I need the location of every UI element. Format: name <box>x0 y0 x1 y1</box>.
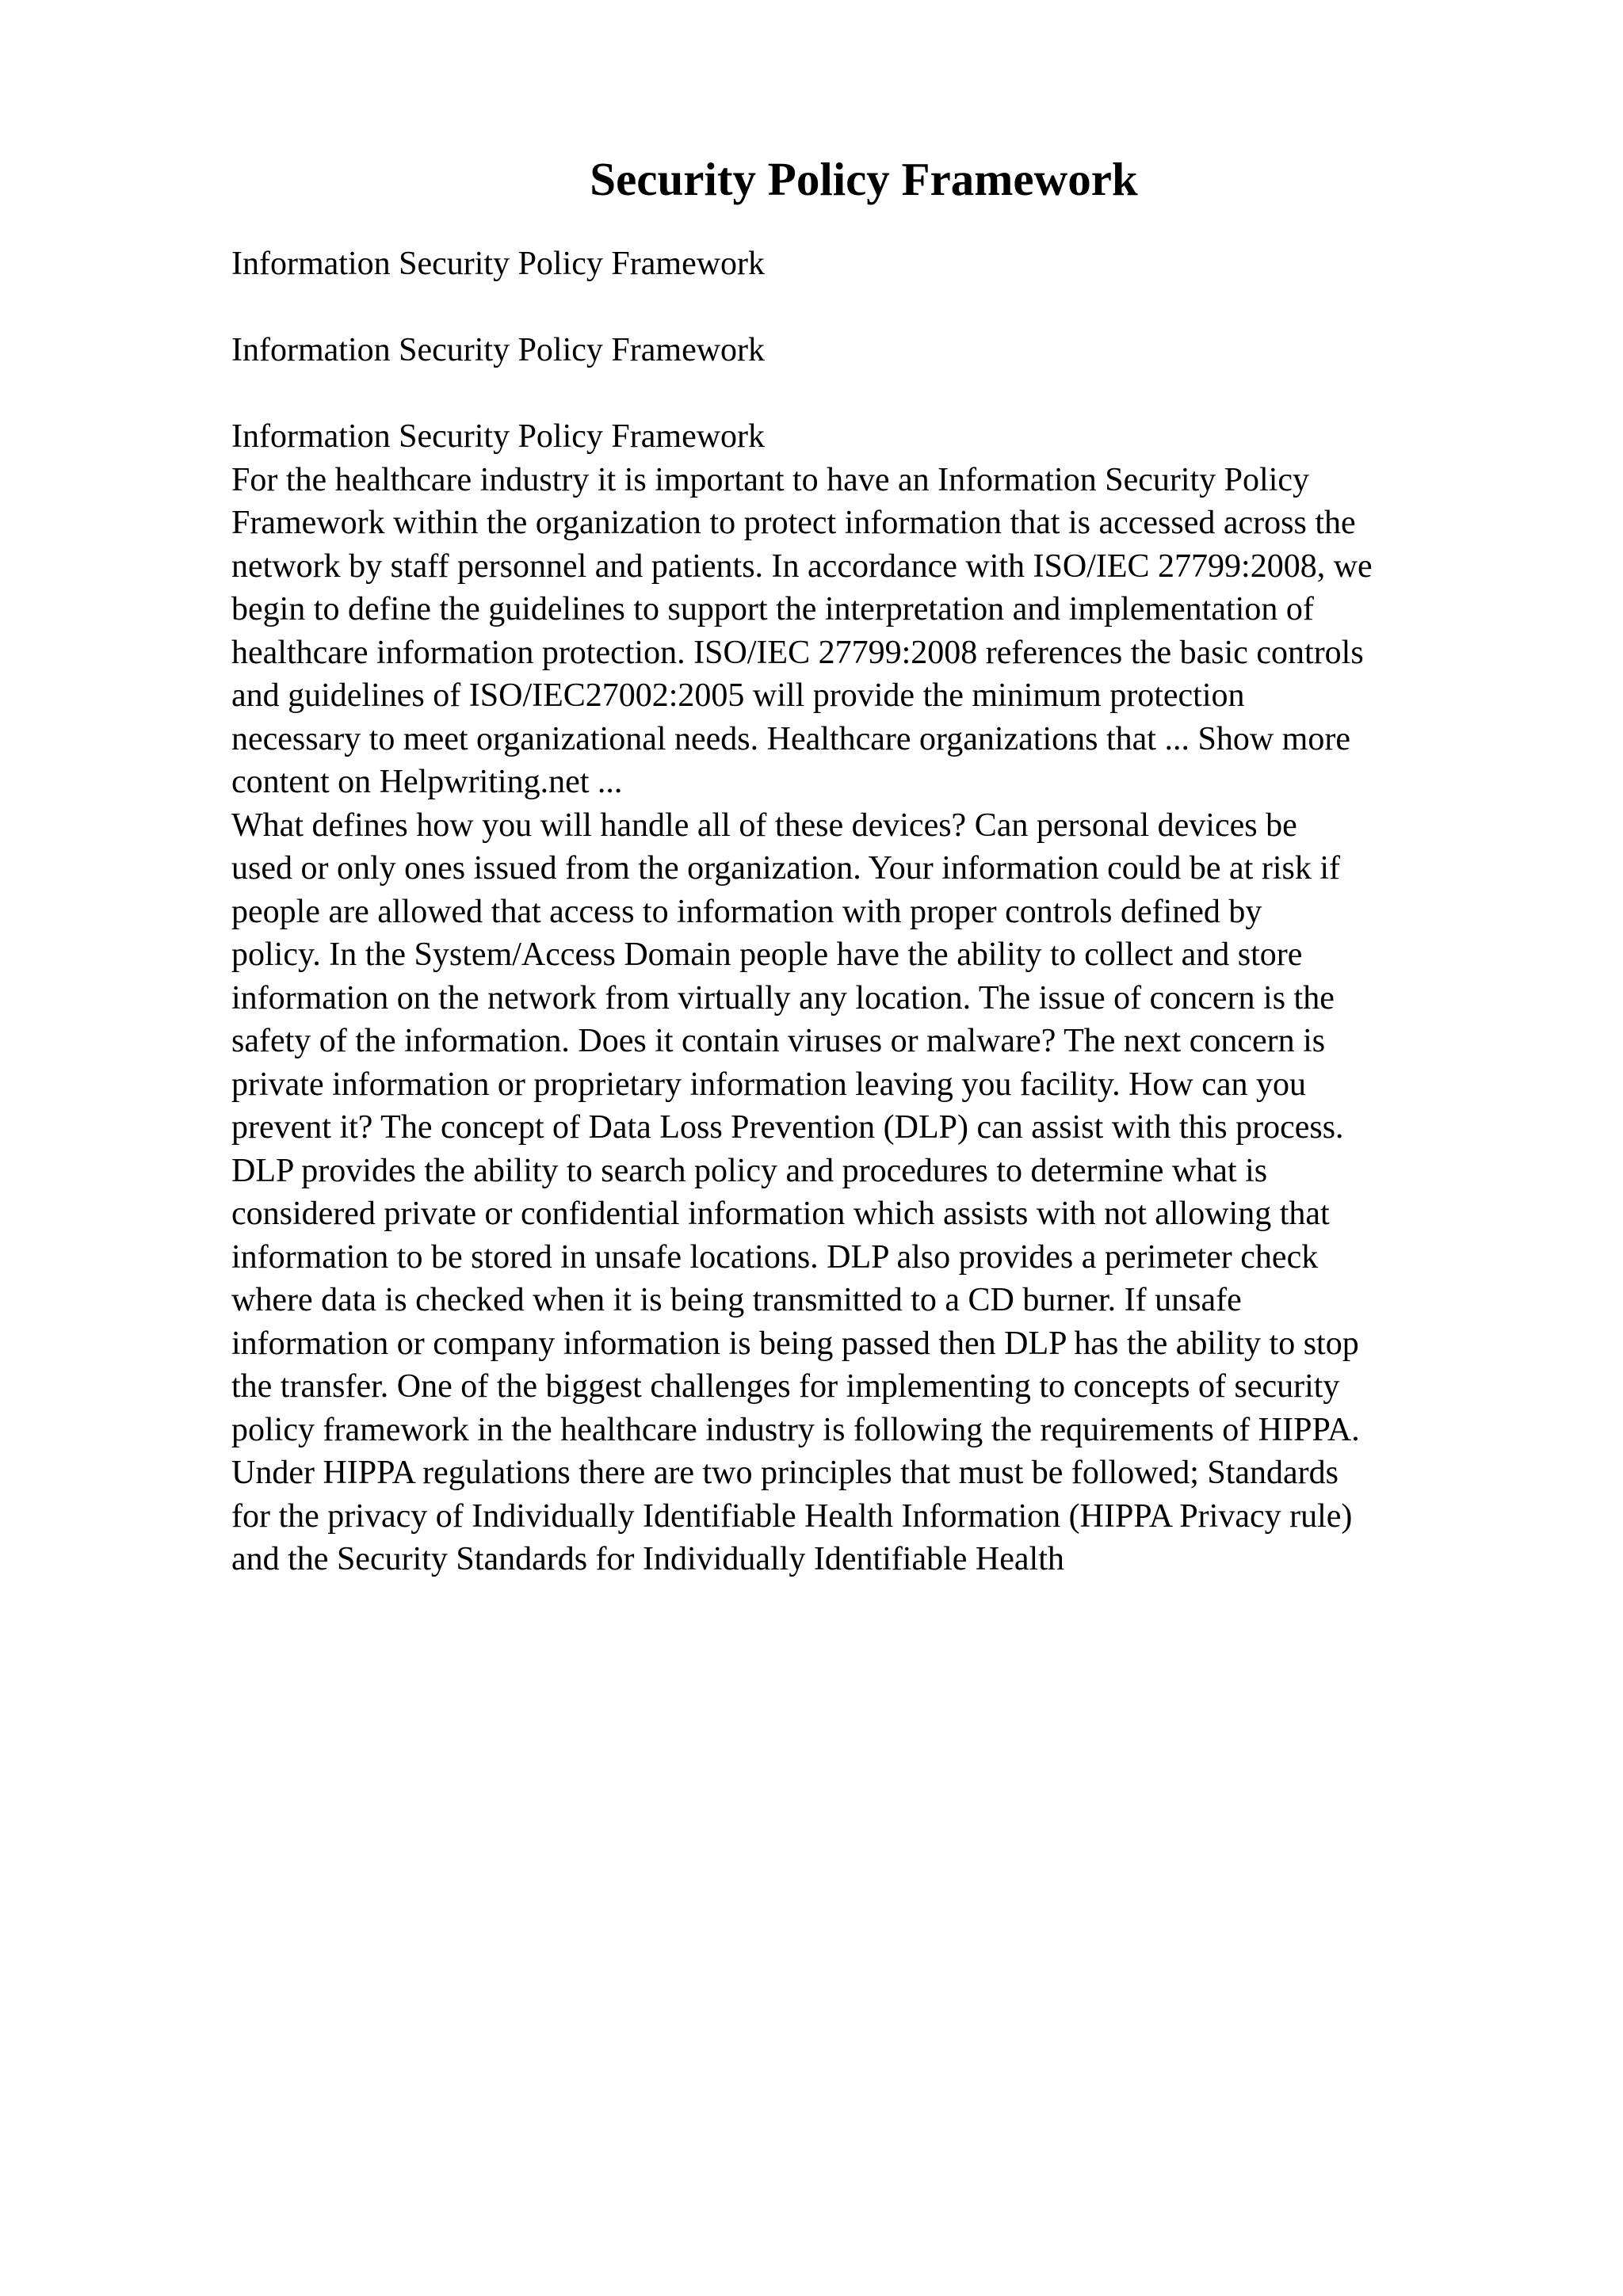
paragraph-line: For the healthcare industry it is important to have an Information Security Policy <box>231 461 1310 498</box>
section-heading-3: Information Security Policy Framework <box>231 418 766 455</box>
paragraph-line: safety of the information. Does it contain viruses or malware? The next concern is <box>231 1023 1326 1059</box>
paragraph-line: healthcare information protection. ISO/IEC 27799:2008 references the basic controls <box>231 634 1364 671</box>
paragraph-line: prevent it? The concept of Data Loss Prevention (DLP) can assist with this process. <box>231 1109 1344 1146</box>
paragraph-line: Framework within the organization to protect information that is accessed across the <box>231 505 1356 541</box>
paragraph-line: people are allowed that access to information with proper controls defined by <box>231 893 1262 930</box>
paragraph-line: necessary to meet organizational needs. Healthcare organizations that ... Show more <box>231 720 1350 757</box>
paragraph-line: the transfer. One of the biggest challenges for implementing to concepts of security <box>231 1368 1340 1405</box>
paragraph-line: policy. In the System/Access Domain people have the ability to collect and store <box>231 936 1303 973</box>
paragraph-line: and the Security Standards for Individually Identifiable Health <box>231 1541 1064 1577</box>
paragraph-line: Under HIPPA regulations there are two principles that must be followed; Standards <box>231 1455 1339 1491</box>
paragraph-line: network by staff personnel and patients. In accordance with ISO/IEC 27799:2008, we <box>231 547 1373 585</box>
paragraph-line: used or only ones issued from the organization. Your information could be at risk if <box>231 850 1341 887</box>
paragraph-line: where data is checked when it is being transmitted to a CD burner. If unsafe <box>231 1282 1242 1318</box>
paragraph-line: policy framework in the healthcare industry is following the requirements of HIPPA. <box>231 1411 1360 1448</box>
paragraph-line: considered private or confidential information which assists with not allowing that <box>231 1196 1330 1232</box>
document-content <box>231 242 1515 1581</box>
paragraph-devices <box>231 804 1515 1581</box>
section-heading-2: Information Security Policy Framework <box>231 332 766 368</box>
paragraph-line: private information or proprietary information leaving you facility. How can you <box>231 1066 1307 1103</box>
spacer <box>231 286 1515 330</box>
paragraph-line: content on Helpwriting.net ... <box>231 764 623 800</box>
document-title: Security Policy Framework <box>590 153 1138 205</box>
paragraph-intro <box>231 459 1515 804</box>
paragraph-line: DLP provides the ability to search policy and procedures to determine what is <box>231 1152 1268 1189</box>
paragraph-line: information to be stored in unsafe locations. DLP also provides a perimeter check <box>231 1238 1319 1276</box>
paragraph-line: begin to define the guidelines to support the interpretation and implementation of <box>231 591 1314 627</box>
section-heading-1: Information Security Policy Framework <box>231 246 766 282</box>
paragraph-line: for the privacy of Individually Identifiable Health Information (HIPPA Privacy rule) <box>231 1497 1353 1535</box>
paragraph-line: What defines how you will handle all of these devices? Can personal devices be <box>231 807 1297 844</box>
paragraph-line: information or company information is being passed then DLP has the ability to stop <box>231 1325 1359 1362</box>
paragraph-line: information on the network from virtually any location. The issue of concern is the <box>231 979 1335 1016</box>
paragraph-line: and guidelines of ISO/IEC27002:2005 will provide the minimum protection <box>231 677 1245 714</box>
spacer <box>231 372 1515 416</box>
